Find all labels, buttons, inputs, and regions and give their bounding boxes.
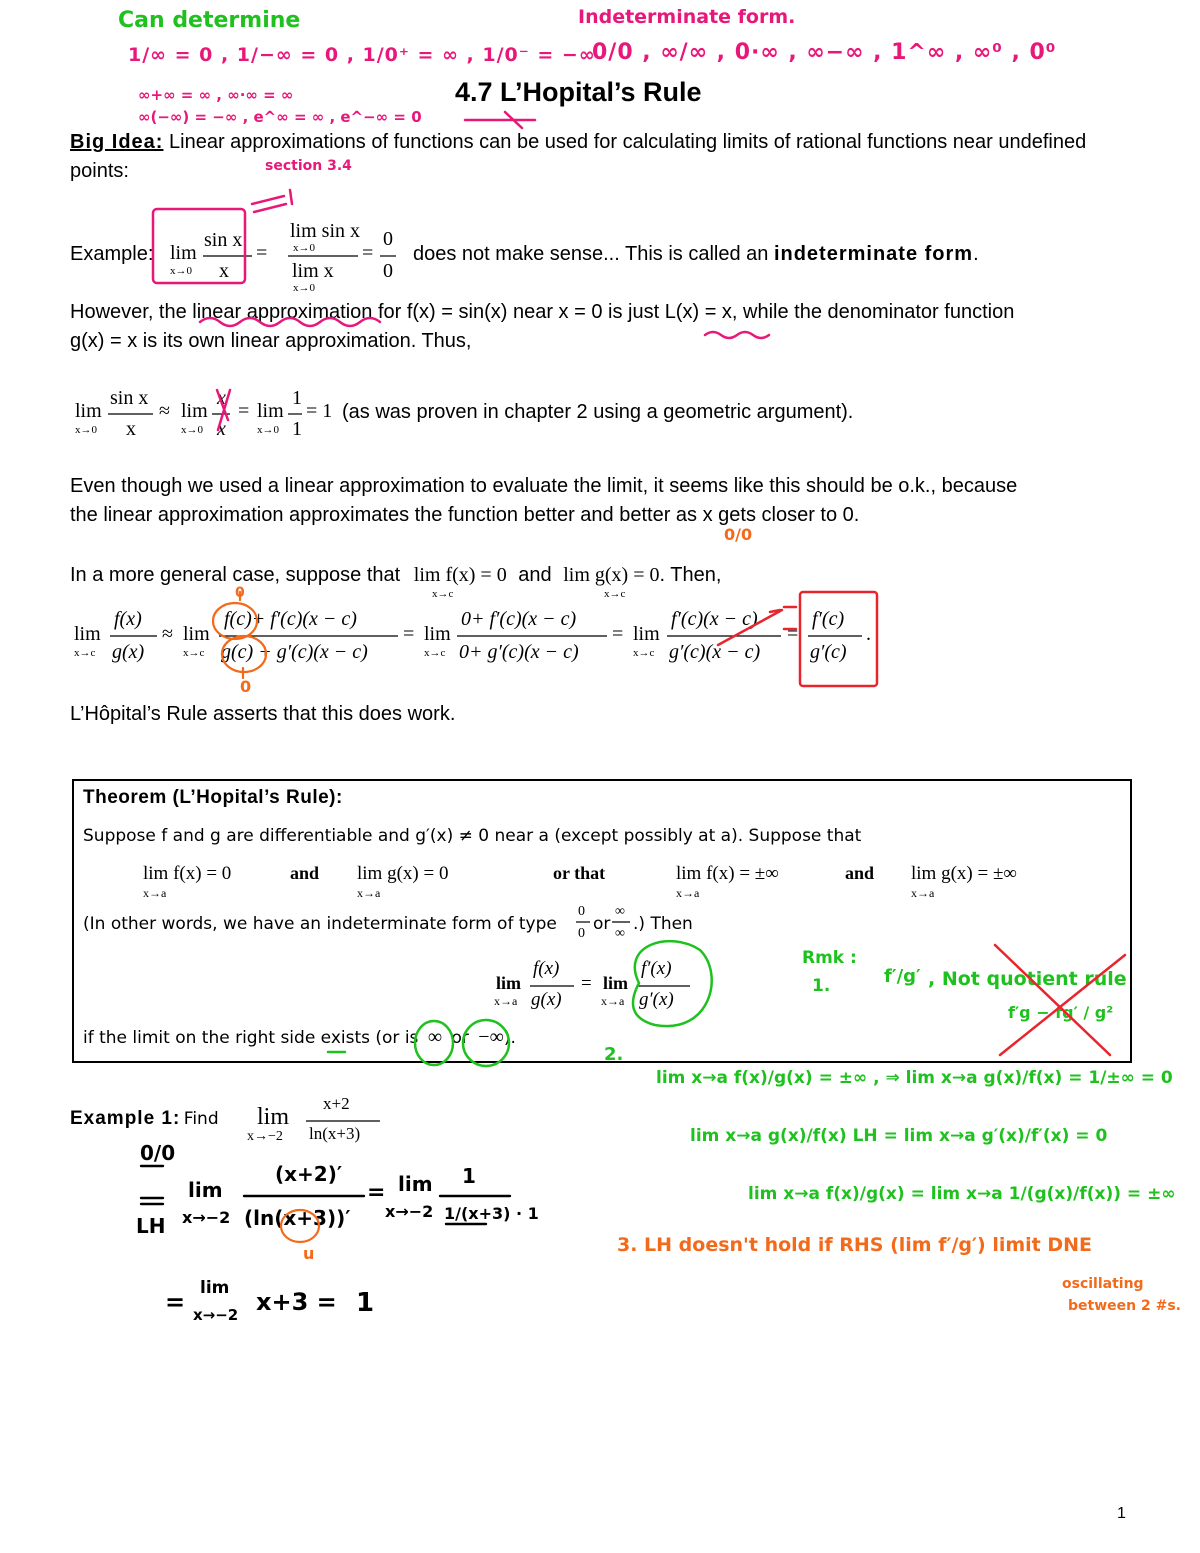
sinx-lim1-sub: x→0 [75, 424, 97, 436]
p3-c: and [518, 564, 552, 586]
theorem-fracinf-den: ∞ [615, 926, 625, 941]
example1-step3-result: 1 [356, 1288, 375, 1318]
theorem-line4 [83, 1026, 516, 1049]
example1-step3-expr: x+3 = [256, 1288, 337, 1316]
theorem-title: Theorem (L’Hopital’s Rule): [83, 787, 343, 808]
chain-lim4-sub: x→c [633, 647, 655, 659]
annotation-rmk3-line2: oscillating [1062, 1276, 1144, 1292]
theorem-rule-lim2-sub: x→a [601, 994, 625, 1008]
theorem-fracinf-num: ∞ [615, 904, 625, 919]
chain-approx: ≈ [162, 623, 173, 645]
chain-lim2-sub: x→c [183, 647, 205, 659]
chain-t5-den: g′(c) [810, 641, 847, 663]
example-bold: indeterminate form [773, 243, 974, 265]
theorem-line4-inf: ∞ [427, 1026, 443, 1048]
annotation-rmk-not: , Not quotient rule [928, 968, 1127, 990]
sinx-approx: ≈ [159, 400, 170, 422]
paragraph-ok-line1: Even though we used a linear approximation to evaluate the limit, it seems like this should be o.k., because [70, 475, 1018, 497]
example1-lh-label: LH [136, 1214, 166, 1238]
chain-lim1-sub: x→c [74, 647, 96, 659]
annotation-indeterminate-form: Indeterminate form. [578, 6, 796, 28]
p3-b: lim f(x) = 0 [413, 564, 507, 586]
theorem-rule-lim1: lim [496, 973, 521, 993]
example-end: . [973, 243, 979, 265]
chain-t3-num: 0+ f′(c)(x − c) [461, 608, 577, 630]
sinx-x-num: x [217, 387, 226, 409]
theorem-c3-sub: x→a [676, 886, 700, 900]
example-eq-num-sub: x→0 [293, 242, 315, 254]
example1-label: Example 1 [70, 1108, 173, 1129]
sinx-eq: = [238, 400, 250, 422]
example-zero-den: 0 [383, 260, 393, 282]
example-after: does not make sense... This is called an [413, 243, 774, 265]
example-eq-num: lim sin x [290, 220, 361, 242]
theorem-frac00-den: 0 [578, 926, 585, 941]
chain-t2-num: f(c)+ f′(c)(x − c) [224, 608, 357, 630]
example-lim: lim [170, 242, 197, 264]
annotation-rmk-2: 2. [604, 1044, 624, 1065]
chain-t1-num: f(x) [114, 608, 142, 630]
theorem-frac00-num: 0 [578, 904, 585, 919]
chain-lim2: lim [183, 623, 210, 645]
example-sentence [413, 240, 979, 269]
theorem-c4-sub: x→a [911, 886, 935, 900]
annotation-zero-top: 0 [235, 585, 245, 601]
sinx-result: = 1 [306, 400, 333, 422]
chain-t3-den: 0+ g′(c)(x − c) [459, 641, 579, 663]
annotation-rmk3-line3: between 2 #s. [1068, 1298, 1181, 1314]
theorem-line1: Suppose f and g are differentiable and g′(x) ≠ 0 near a (except possibly at a). Suppose that [83, 826, 862, 846]
example1-form-00: 0/0 [140, 1141, 176, 1165]
example1-num: x+2 [323, 1094, 350, 1113]
annotation-determinate-line3: ∞(−∞) = −∞ , e^∞ = ∞ , e^−∞ = 0 [138, 108, 422, 126]
theorem-rule-den2: g′(x) [639, 989, 674, 1010]
theorem-c2-sub: x→a [357, 886, 381, 900]
annotation-can-determine: Can determine [118, 8, 301, 33]
sinx-num: sin x [110, 387, 149, 409]
annotation-indeterminate-list: 0/0 , ∞/∞ , 0·∞ , ∞−∞ , 1^∞ , ∞⁰ , 0⁰ [592, 40, 1057, 65]
paragraph-linear-approx-line1: However, the linear approximation for f(x) = sin(x) near x = 0 is just L(x) = x, while the denominator function [70, 301, 1015, 323]
example1-find: Find [183, 1109, 219, 1129]
annotation-rmk2-line2: lim x→a g(x)/f(x) LH = lim x→a g′(x)/f′(x) = 0 [690, 1126, 1108, 1146]
annotation-rmk-1: 1. [812, 976, 831, 996]
chain-t5-num: f′(c) [812, 608, 845, 630]
chain-lim1: lim [74, 623, 101, 645]
theorem-line4-end: ). [503, 1028, 516, 1048]
example1-step2-lim: lim [398, 1172, 433, 1196]
chain-lim3: lim [424, 623, 451, 645]
chain-eq2: = [612, 623, 624, 645]
annotation-section-ref: section 3.4 [265, 158, 352, 174]
theorem-rule-eq: = [581, 973, 592, 994]
p3-sub2: x→c [604, 588, 626, 600]
sinx-one-den: 1 [292, 418, 302, 440]
example-eq2: = [362, 242, 374, 264]
theorem-rule-lim1-sub: x→a [494, 994, 518, 1008]
theorem-rule-num2: f′(x) [641, 958, 672, 979]
example1-step1-num: (x+2)′ [275, 1162, 343, 1186]
sinx-lim2-sub: x→0 [181, 424, 203, 436]
p3-sub1: x→c [432, 588, 454, 600]
sinx-den: x [126, 418, 136, 440]
annotation-rmk2-line1: lim x→a f(x)/g(x) = ±∞ , ⇒ lim x→a g(x)/f(x) = 1/±∞ = 0 [656, 1068, 1173, 1088]
theorem-c2: lim g(x) = 0 [357, 863, 449, 884]
theorem-line3-a: (In other words, we have an indeterminate form of type [83, 914, 557, 934]
chain-period: . [866, 623, 871, 645]
sinx-tail: (as was proven in chapter 2 using a geometric argument). [342, 401, 854, 423]
paragraph-assert: L’Hôpital’s Rule asserts that this does work. [70, 703, 456, 725]
example1-u-label: u [303, 1244, 315, 1263]
big-idea-label: Big Idea: [70, 131, 164, 153]
theorem-line4-or: or [451, 1028, 469, 1048]
theorem-and2: and [845, 863, 875, 883]
example1-step1-den: (ln(x+3))′ [244, 1206, 351, 1230]
annotation-rmk: Rmk : [802, 948, 857, 968]
example1-eq2: = [165, 1288, 186, 1316]
example-eq-den-sub: x→0 [293, 282, 315, 294]
example-num: sin x [204, 229, 243, 251]
p3-a: In a more general case, suppose that [70, 564, 401, 586]
chain-t4-den: g′(c)(x − c) [669, 641, 761, 663]
example1-heading [70, 1108, 219, 1130]
example-eq-den: lim x [292, 260, 334, 282]
annotation-rmk-quot: f′g − fg′ / g² [1008, 1003, 1114, 1022]
chain-eq3: = [787, 623, 799, 645]
example1-step2-num: 1 [462, 1164, 476, 1188]
example-lim-sub: x→0 [170, 265, 192, 277]
sinx-x-den: x [217, 418, 226, 440]
paragraph-ok-line2: the linear approximation approximates the function better and better as x gets closer to 0. [70, 504, 860, 526]
p3-e: . Then, [659, 564, 722, 586]
page-number: 1 [1117, 1505, 1126, 1522]
theorem-rule-lim2: lim [603, 973, 628, 993]
annotation-determinate-line2: ∞+∞ = ∞ , ∞·∞ = ∞ [138, 86, 294, 104]
theorem-or: or [593, 914, 611, 934]
annotation-rmk-fg: f′/g′ [884, 966, 921, 987]
theorem-c1-sub: x→a [143, 886, 167, 900]
example1-step2-sub: x→−2 [385, 1202, 434, 1221]
sinx-one-num: 1 [292, 387, 302, 409]
sinx-lim3-sub: x→0 [257, 424, 279, 436]
page-title: 4.7 L’Hopital’s Rule [455, 77, 702, 107]
big-idea [70, 128, 1120, 186]
big-idea-text: Linear approximations of functions can be used for calculating limits of rational functions near undefined points: [70, 131, 1087, 182]
theorem-and1: and [290, 863, 320, 883]
sinx-lim2: lim [181, 400, 208, 422]
example1-step3-sub: x→−2 [193, 1306, 239, 1324]
annotation-determinate-line1: 1/∞ = 0 , 1/−∞ = 0 , 1/0⁺ = ∞ , 1/0⁻ = −∞ [128, 44, 596, 66]
sinx-lim1: lim [75, 400, 102, 422]
example1-lim: lim [257, 1104, 290, 1130]
example-eq1: = [256, 242, 268, 264]
paragraph-linear-approx-line2: g(x) = x is its own linear approximation. Thus, [70, 330, 472, 352]
annotation-rmk2-line3: lim x→a f(x)/g(x) = lim x→a 1/(g(x)/f(x)) = ±∞ [748, 1184, 1176, 1204]
theorem-c4: lim g(x) = ±∞ [911, 863, 1017, 884]
annotation-rmk3-line1: 3. LH doesn't hold if RHS (lim f′/g′) limit DNE [617, 1234, 1093, 1256]
example1-step3-lim: lim [200, 1278, 230, 1298]
theorem-rule-den1: g(x) [531, 989, 562, 1010]
annotation-zero-over-zero: 0/0 [724, 525, 753, 544]
chain-t4-num: f′(c)(x − c) [671, 608, 758, 630]
chain-eq1: = [403, 623, 415, 645]
example-den: x [219, 260, 229, 282]
example1-colon: : [173, 1108, 180, 1129]
chain-t1-den: g(x) [112, 641, 145, 663]
example1-eq1: = [367, 1180, 386, 1205]
annotation-zero-bottom: 0 [240, 677, 252, 696]
paragraph-general-case [70, 561, 721, 590]
theorem-or-that: or that [553, 863, 606, 883]
theorem-c3: lim f(x) = ±∞ [676, 863, 779, 884]
example1-step1-lim: lim [188, 1178, 223, 1202]
chain-lim3-sub: x→c [424, 647, 446, 659]
example1-den: ln(x+3) [309, 1124, 361, 1143]
theorem-c1: lim f(x) = 0 [143, 863, 232, 884]
chain-t2-den: g(c) + g′(c)(x − c) [221, 641, 368, 663]
theorem-line4-a: if the limit on the right side exists (or is [83, 1028, 419, 1048]
example1-step2-den: 1/(x+3) · 1 [444, 1204, 539, 1223]
theorem-line3-b: .) Then [633, 914, 693, 934]
chain-lim4: lim [633, 623, 660, 645]
p3-d: lim g(x) = 0 [563, 564, 660, 586]
example1-step1-sub: x→−2 [182, 1208, 231, 1227]
example1-lim-sub: x→−2 [247, 1129, 283, 1144]
theorem-line4-neginf: −∞ [478, 1026, 504, 1048]
theorem-rule-num1: f(x) [533, 958, 560, 979]
example-zero-num: 0 [383, 228, 393, 250]
sinx-lim3: lim [257, 400, 284, 422]
example-label: Example: [70, 243, 154, 265]
